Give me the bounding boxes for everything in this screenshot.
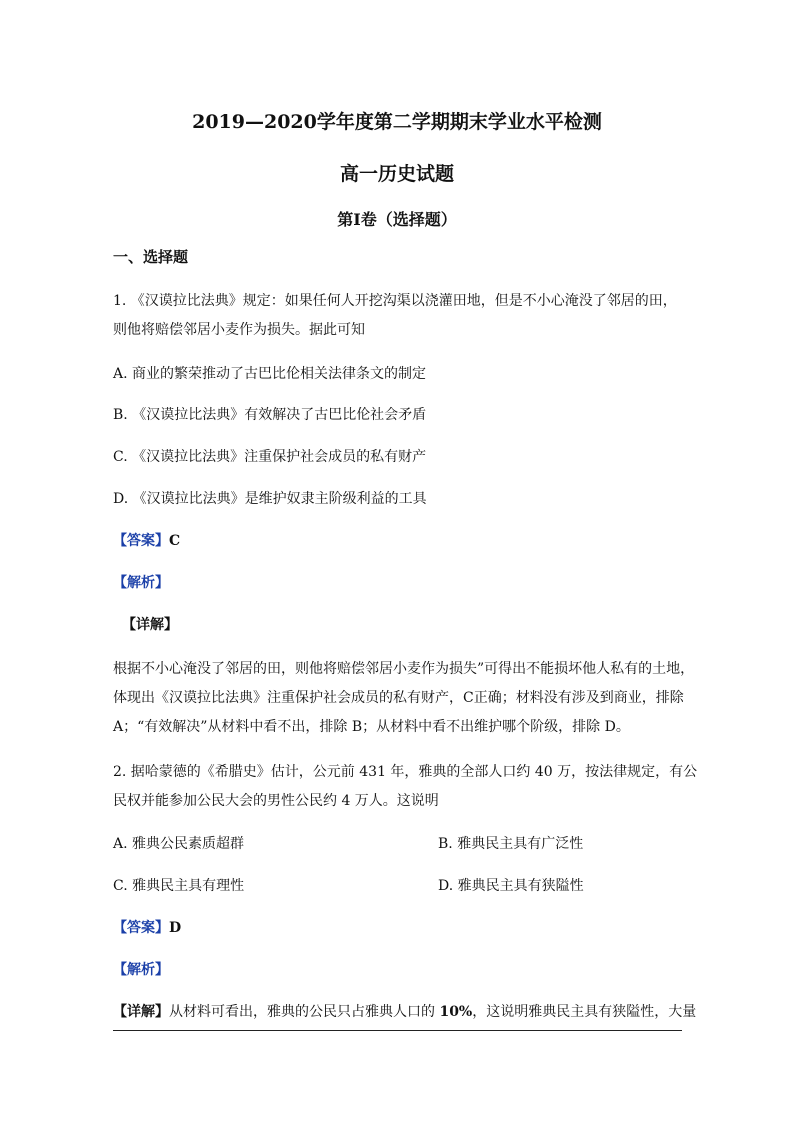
q2-option-c: C. 雅典民主具有理性 [113,878,245,894]
q1-detail-line1: 根据不小心淹没了邻居的田，则他将赔偿邻居小麦作为损失”可得出不能损坏他人私有的土地， [113,661,695,677]
q2-answer [113,918,181,938]
q2-detail-line1 [113,1002,696,1022]
answer-value: D [169,920,182,936]
q1-answer [113,531,180,551]
q1-option-a: A. 商业的繁荣推动了古巴比伦相关法律条文的制定 [113,366,427,382]
q1-option-d: D. 《汉谟拉比法典》是维护奴隶主阶级利益的工具 [113,491,427,507]
q2-option-a: A. 雅典公民素质超群 [113,836,245,852]
detail-tag: 【详解】 [113,1004,169,1020]
q1-option-c: C. 《汉谟拉比法典》注重保护社会成员的私有财产 [113,449,427,465]
q1-detail-line3: A；“有效解决”从材料中看不出，排除 B；从材料中看不出维护哪个阶级，排除 D。 [113,719,630,735]
q2-option-b: B. 雅典民主具有广泛性 [438,836,584,852]
q1-stem-line2: 则他将赔偿邻居小麦作为损失。据此可知 [113,322,365,338]
q2-stem-line1: 2. 据哈蒙德的《希腊史》估计，公元前 431 年，雅典的全部人口约 40 万，按法律规定，有公 [113,764,698,780]
q2-stem-line2: 民权并能参加公民大会的男性公民约 4 万人。这说明 [113,793,439,809]
detail-text-a: 从材料可看出，雅典的公民只占雅典人口的 [169,1004,440,1020]
answer-tag: 【答案】 [113,533,169,549]
exam-main-title: 2019—2020学年度第二学期期末学业水平检测 [192,111,602,133]
detail-percent: 10% [439,1004,473,1020]
q1-option-b: B. 《汉谟拉比法典》有效解决了古巴比伦社会矛盾 [113,407,427,423]
q1-analysis-tag: 【解析】 [113,575,169,591]
bottom-rule [113,1030,682,1031]
q2-option-d: D. 雅典民主具有狭隘性 [438,878,584,894]
section-heading: 一、选择题 [113,248,189,266]
volume-heading: 第Ⅰ卷（选择题） [337,210,457,229]
answer-value: C [169,533,181,549]
answer-tag: 【答案】 [113,920,169,936]
q1-detail-line2: 体现出《汉谟拉比法典》注重保护社会成员的私有财产，C正确；材料没有涉及到商业，排除 [113,690,684,706]
q2-analysis-tag: 【解析】 [113,962,169,978]
exam-subject-title: 高一历史试题 [339,163,454,185]
q1-stem-line1: 1. 《汉谟拉比法典》规定：如果任何人开挖沟渠以浇灌田地，但是不小心淹没了邻居的田， [113,293,677,309]
detail-text-b: ，这说明雅典民主具有狭隘性，大量 [472,1004,697,1020]
q1-detail-tag: 【详解】 [122,617,178,633]
